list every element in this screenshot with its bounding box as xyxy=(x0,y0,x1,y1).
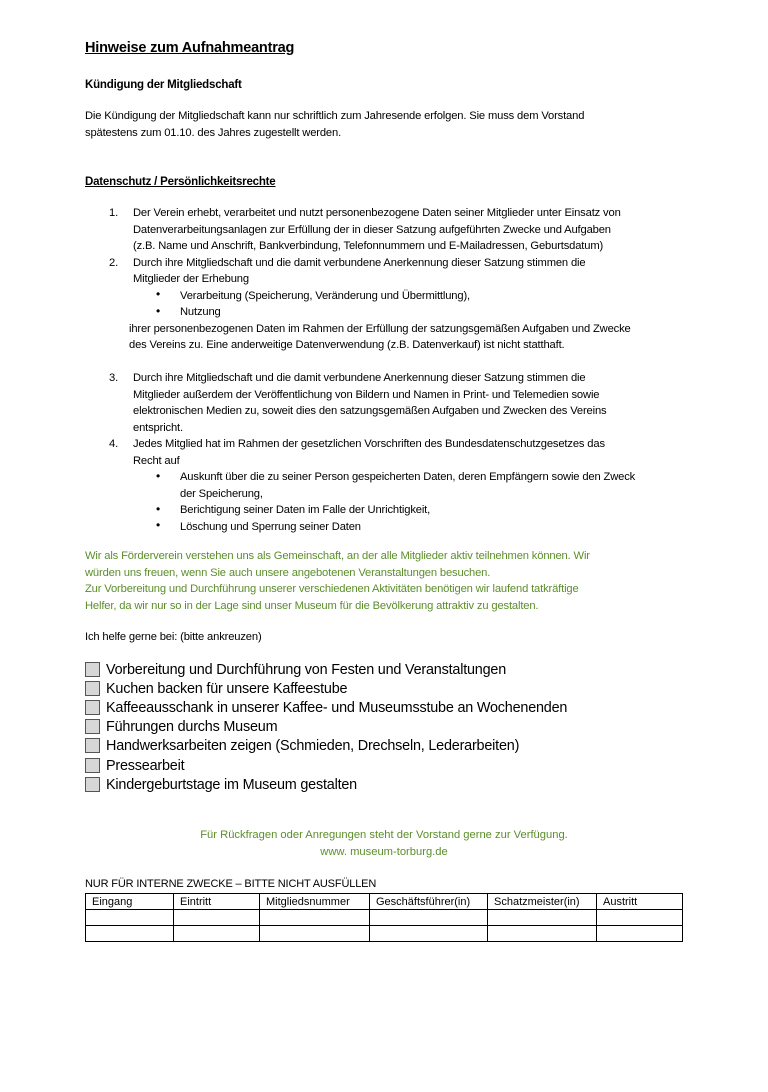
foerderverein-line: würden uns freuen, wenn Sie auch unsere angebotenen Veranstaltungen besuchen. xyxy=(85,566,491,579)
table-cell[interactable] xyxy=(488,926,597,942)
list-number: 3. xyxy=(109,372,119,384)
checkbox[interactable] xyxy=(85,700,100,715)
list-item-line: Durch ihre Mitgliedschaft und die damit verbundene Anerkennung dieser Satzung stimmen die xyxy=(133,256,586,269)
list-number: 4. xyxy=(109,438,119,450)
foerderverein-line: Zur Vorbereitung und Durchführung unserer verschiedenen Aktivitäten benötigen wir laufend tatkräftige xyxy=(85,583,579,595)
helfer-prompt: Ich helfe gerne bei: (bitte ankreuzen) xyxy=(85,631,262,643)
checkbox-row[interactable] xyxy=(85,775,357,794)
list-item-line: Mitglieder der Erhebung xyxy=(133,273,249,285)
checkbox[interactable] xyxy=(85,681,100,696)
page-title: Hinweise zum Aufnahmeantrag xyxy=(85,40,295,56)
column-header: Austritt xyxy=(597,894,683,910)
checkbox-row[interactable] xyxy=(85,698,567,717)
checkbox-row[interactable] xyxy=(85,756,184,775)
table-cell[interactable] xyxy=(260,910,370,926)
contact-website: www. museum-torburg.de xyxy=(320,846,448,858)
checkbox-row[interactable] xyxy=(85,660,506,679)
list-item-line: Der Verein erhebt, verarbeitet und nutzt personenbezogene Daten seiner Mitglieder unter Einsatz von xyxy=(133,207,621,219)
table-cell[interactable] xyxy=(86,926,174,942)
checkbox-row[interactable] xyxy=(85,736,519,755)
kuendigung-heading: Kündigung der Mitgliedschaft xyxy=(85,79,242,91)
bullet-dot: • xyxy=(156,468,161,483)
foerderverein-line: Wir als Förderverein verstehen uns als Gemeinschaft, an der alle Mitglieder aktiv teilnehmen können. Wir xyxy=(85,550,590,562)
list-item-line: ihrer personenbezogenen Daten im Rahmen der Erfüllung der satzungsgemäßen Aufgaben und Zwecke xyxy=(129,322,631,335)
checkbox-label: Pressearbeit xyxy=(106,757,185,774)
internal-heading: NUR FÜR INTERNE ZWECKE – BITTE NICHT AUSFÜLLEN xyxy=(85,878,377,890)
checkbox-label: Vorbereitung und Durchführung von Festen und Veranstaltungen xyxy=(106,661,507,678)
list-item-line: (z.B. Name und Anschrift, Bankverbindung, Telefonnummern und E-Mailadressen, Geburtsdatum) xyxy=(133,240,604,252)
bullet-item: der Speicherung, xyxy=(180,487,263,500)
column-header: Mitgliedsnummer xyxy=(260,894,370,910)
contact-note: Für Rückfragen oder Anregungen steht der Vorstand gerne zur Verfügung. xyxy=(200,829,568,841)
list-item-line: Mitglieder außerdem der Veröffentlichung von Bildern und Namen in Print- und Telemedien sowie xyxy=(133,388,600,401)
bullet-item: Nutzung xyxy=(180,306,221,318)
checkbox-row[interactable] xyxy=(85,679,347,698)
list-item-line: Jedes Mitglied hat im Rahmen der gesetzlichen Vorschriften des Bundesdatenschutzgesetzes das xyxy=(133,438,605,450)
table-cell[interactable] xyxy=(174,926,260,942)
table-cell[interactable] xyxy=(597,910,683,926)
bullet-item: Verarbeitung (Speicherung, Veränderung und Übermittlung), xyxy=(180,289,470,302)
list-item-line: entspricht. xyxy=(133,421,183,434)
column-header: Schatzmeister(in) xyxy=(488,894,597,910)
list-number: 2. xyxy=(109,256,119,269)
bullet-dot: • xyxy=(156,287,161,301)
bullet-dot: • xyxy=(156,501,161,516)
column-header: Eingang xyxy=(86,894,174,910)
table-cell[interactable] xyxy=(370,926,488,942)
checkbox-row[interactable] xyxy=(85,717,277,736)
datenschutz-heading: Datenschutz / Persönlichkeitsrechte xyxy=(85,176,276,188)
table-cell[interactable] xyxy=(174,910,260,926)
internal-table xyxy=(85,893,683,942)
table-row xyxy=(86,910,683,926)
table-header-row xyxy=(86,894,683,910)
bullet-item: Auskunft über die zu seiner Person gespeicherten Daten, deren Empfängern sowie den Zweck xyxy=(180,471,636,483)
checkbox-label: Kuchen backen für unsere Kaffeestube xyxy=(106,680,348,697)
table-cell[interactable] xyxy=(597,926,683,942)
checkbox[interactable] xyxy=(85,758,100,773)
table-cell[interactable] xyxy=(260,926,370,942)
checkbox-label: Handwerksarbeiten zeigen (Schmieden, Drechseln, Lederarbeiten) xyxy=(106,737,520,754)
column-header: Geschäftsführer(in) xyxy=(370,894,488,910)
list-item-line: des Vereins zu. Eine anderweitige Datenverwendung (z.B. Datenverkauf) ist nicht statthaft. xyxy=(129,339,565,351)
kuendigung-line: Die Kündigung der Mitgliedschaft kann nur schriftlich zum Jahresende erfolgen. Sie muss dem Vorstand xyxy=(85,110,585,122)
checkbox[interactable] xyxy=(85,738,100,753)
checkbox-label: Kindergeburtstage im Museum gestalten xyxy=(106,776,357,793)
kuendigung-line: spätestens zum 01.10. des Jahres zugestellt werden. xyxy=(85,126,342,139)
bullet-dot: • xyxy=(156,518,161,532)
table-row xyxy=(86,926,683,942)
list-item-line: Recht auf xyxy=(133,454,180,467)
checkbox-label: Führungen durchs Museum xyxy=(106,718,278,735)
table-cell[interactable] xyxy=(86,910,174,926)
list-item-line: Datenverarbeitungsanlagen zur Erfüllung der in dieser Satzung aufgeführten Zwecke und Aufgaben xyxy=(133,223,611,236)
checkbox[interactable] xyxy=(85,719,100,734)
table-cell[interactable] xyxy=(488,910,597,926)
column-header: Eintritt xyxy=(174,894,260,910)
bullet-item: Berichtigung seiner Daten im Falle der Unrichtigkeit, xyxy=(180,504,431,516)
list-item-line: elektronischen Medien zu, soweit dies den satzungsgemäßen Aufgaben und Zwecken des Vereins xyxy=(133,405,607,417)
bullet-item: Löschung und Sperrung seiner Daten xyxy=(180,520,361,533)
list-number: 1. xyxy=(109,207,119,219)
checkbox-label: Kaffeeausschank in unserer Kaffee- und Museumsstube an Wochenenden xyxy=(106,699,568,716)
checkbox[interactable] xyxy=(85,662,100,677)
list-item-line: Durch ihre Mitgliedschaft und die damit verbundene Anerkennung dieser Satzung stimmen die xyxy=(133,372,586,384)
foerderverein-line: Helfer, da wir nur so in der Lage sind unser Museum für die Bevölkerung attraktiv zu gestalten. xyxy=(85,599,539,612)
bullet-dot: • xyxy=(156,303,161,318)
checkbox[interactable] xyxy=(85,777,100,792)
table-cell[interactable] xyxy=(370,910,488,926)
